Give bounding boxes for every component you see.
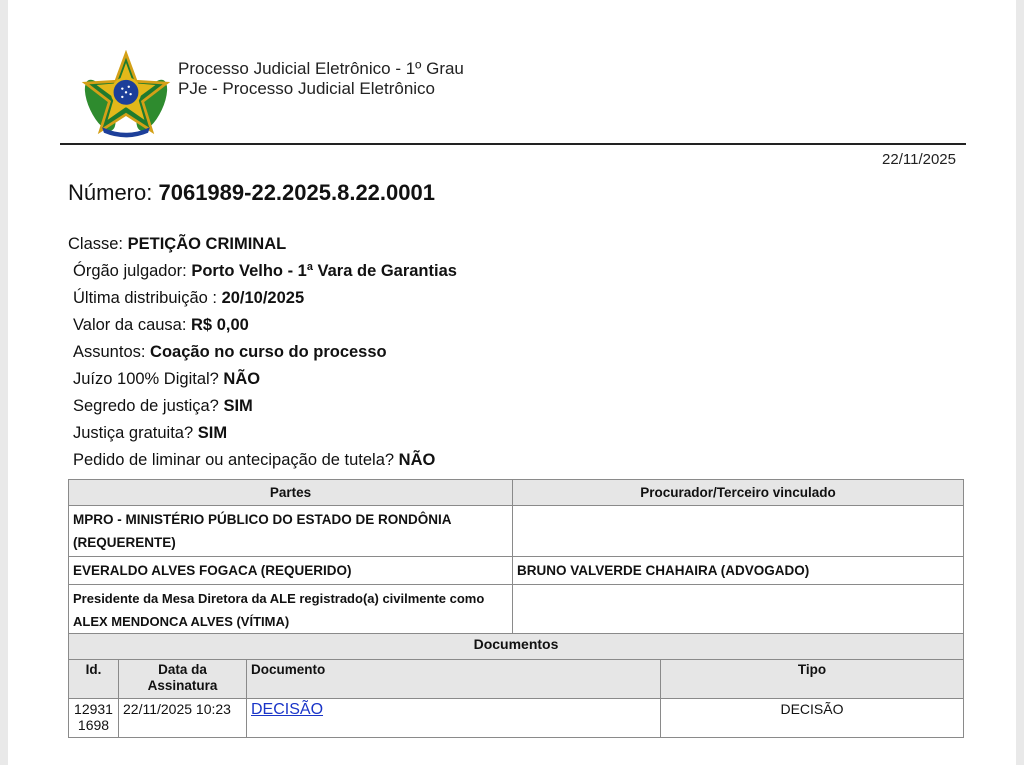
parties-table: [68, 479, 964, 636]
attorney-cell: [513, 585, 964, 636]
meta-assuntos: Assuntos: Coação no curso do processo: [73, 343, 387, 361]
doc-type: DECISÃO: [661, 699, 964, 738]
process-number-label: Número:: [68, 180, 153, 205]
documents-title: Documentos: [69, 634, 964, 660]
meta-valor-causa: Valor da causa: R$ 0,00: [73, 316, 249, 334]
doc-link-cell: [247, 699, 661, 738]
document-page: [8, 0, 1016, 765]
meta-classe: Classe: PETIÇÃO CRIMINAL: [68, 235, 287, 253]
meta-ultima-distribuicao: Última distribuição : 20/10/2025: [73, 289, 305, 307]
header-divider: [60, 143, 966, 145]
party-cell: EVERALDO ALVES FOGACA (REQUERIDO): [69, 557, 513, 585]
process-metadata: [68, 231, 457, 474]
col-id-header: Id.: [69, 660, 119, 699]
attorney-header: Procurador/Terceiro vinculado: [513, 480, 964, 506]
process-number-value: 7061989-22.2025.8.22.0001: [158, 180, 435, 205]
party-cell: MPRO - MINISTÉRIO PÚBLICO DO ESTADO DE RONDÔNIA (REQUERENTE): [69, 506, 513, 557]
doc-date: 22/11/2025 10:23: [119, 699, 247, 738]
documents-table: [68, 633, 964, 738]
col-date-header: Data da Assinatura: [119, 660, 247, 699]
attorney-cell: [513, 506, 964, 557]
meta-justica-gratuita: Justiça gratuita? SIM: [73, 424, 228, 442]
system-header: [178, 59, 464, 99]
print-date: 22/11/2025: [882, 151, 956, 168]
process-number: [68, 180, 435, 206]
meta-segredo-justica: Segredo de justiça? SIM: [73, 397, 253, 415]
meta-orgao-julgador: Órgão julgador: Porto Velho - 1ª Vara de Garantias: [73, 262, 457, 280]
header-line-1: Processo Judicial Eletrônico - 1º Grau: [178, 59, 464, 78]
brazil-coat-of-arms-icon: [80, 50, 172, 142]
party-cell: Presidente da Mesa Diretora da ALE registrado(a) civilmente como ALEX MENDONCA ALVES (VÍTIMA): [69, 585, 513, 636]
header-line-2: PJe - Processo Judicial Eletrônico: [178, 79, 436, 98]
document-link[interactable]: DECISÃO: [251, 701, 324, 718]
meta-pedido-liminar: Pedido de liminar ou antecipação de tutela? NÃO: [73, 451, 436, 469]
table-row: [69, 699, 964, 738]
col-document-header: Documento: [247, 660, 661, 699]
table-row: [69, 506, 964, 557]
table-row: [69, 557, 964, 585]
col-type-header: Tipo: [661, 660, 964, 699]
meta-juizo-digital: Juízo 100% Digital? NÃO: [73, 370, 261, 388]
table-row: [69, 585, 964, 636]
parties-header: Partes: [69, 480, 513, 506]
doc-id: 12931 1698: [69, 699, 119, 738]
attorney-cell: BRUNO VALVERDE CHAHAIRA (ADVOGADO): [513, 557, 964, 585]
